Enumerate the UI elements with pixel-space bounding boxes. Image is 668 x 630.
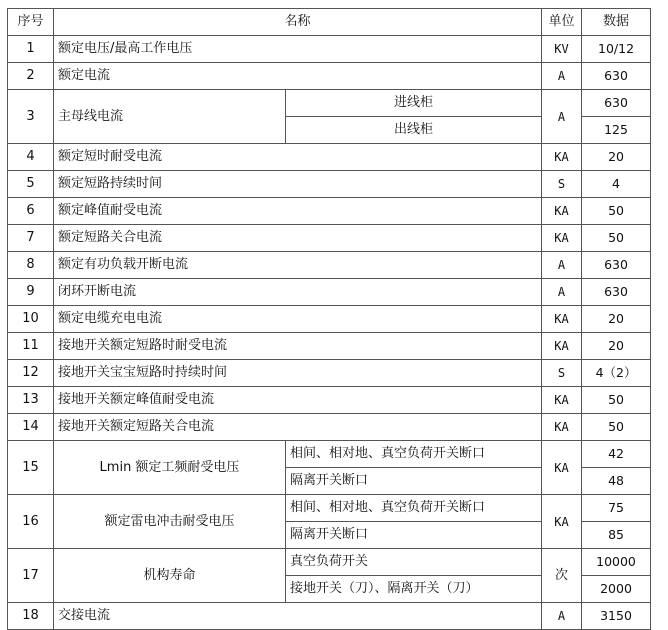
table-row — [8, 36, 651, 63]
table-row — [8, 63, 651, 90]
row-name: 接地开关额定短路时耐受电流 — [54, 333, 542, 360]
row-sub-label: 接地开关（刀）、隔离开关（刀） — [286, 576, 542, 603]
row-value: 42 — [582, 441, 651, 468]
row-name: 接地开关额定峰值耐受电流 — [54, 387, 542, 414]
row-unit: KA — [542, 441, 582, 495]
row-seq: 4 — [8, 144, 54, 171]
table-row — [8, 414, 651, 441]
row-seq: 7 — [8, 225, 54, 252]
row-seq: 9 — [8, 279, 54, 306]
row-seq: 11 — [8, 333, 54, 360]
table-row — [8, 333, 651, 360]
row-name: 接地开关宝宝短路时持续时间 — [54, 360, 542, 387]
row-sub-label: 隔离开关断口 — [286, 522, 542, 549]
table-row — [8, 495, 651, 522]
row-sub-label: 出线柜 — [286, 117, 542, 144]
row-seq: 12 — [8, 360, 54, 387]
row-value: 50 — [582, 225, 651, 252]
row-sub-label: 隔离开关断口 — [286, 468, 542, 495]
row-value: 2000 — [582, 576, 651, 603]
row-name: 额定短时耐受电流 — [54, 144, 542, 171]
row-name: 额定短路关合电流 — [54, 225, 542, 252]
row-seq: 15 — [8, 441, 54, 495]
header-seq: 序号 — [8, 9, 54, 36]
row-value: 125 — [582, 117, 651, 144]
row-unit: KA — [542, 414, 582, 441]
row-unit: KA — [542, 198, 582, 225]
table-row — [8, 90, 651, 117]
table-row — [8, 198, 651, 225]
row-value: 48 — [582, 468, 651, 495]
row-name: 额定有功负载开断电流 — [54, 252, 542, 279]
row-value: 630 — [582, 63, 651, 90]
row-sub-label: 相间、相对地、真空负荷开关断口 — [286, 495, 542, 522]
table-row — [8, 279, 651, 306]
row-unit: S — [542, 171, 582, 198]
header-unit: 单位 — [542, 9, 582, 36]
table-row — [8, 441, 651, 468]
row-name: 接地开关额定短路关合电流 — [54, 414, 542, 441]
row-unit: S — [542, 360, 582, 387]
row-seq: 13 — [8, 387, 54, 414]
row-name: Lmin 额定工频耐受电压 — [54, 441, 286, 495]
row-name: 额定短路持续时间 — [54, 171, 542, 198]
row-unit: A — [542, 603, 582, 630]
row-value: 50 — [582, 198, 651, 225]
row-value: 10/12 — [582, 36, 651, 63]
row-value: 85 — [582, 522, 651, 549]
table-row — [8, 549, 651, 576]
row-unit: KA — [542, 495, 582, 549]
row-sub-label: 真空负荷开关 — [286, 549, 542, 576]
row-name: 额定峰值耐受电流 — [54, 198, 542, 225]
row-value: 4 — [582, 171, 651, 198]
row-value: 630 — [582, 252, 651, 279]
row-name: 主母线电流 — [54, 90, 286, 144]
row-unit: A — [542, 252, 582, 279]
row-sub-label: 进线柜 — [286, 90, 542, 117]
row-unit: KV — [542, 36, 582, 63]
table-row — [8, 603, 651, 630]
row-unit: 次 — [542, 549, 582, 603]
row-seq: 1 — [8, 36, 54, 63]
row-value: 20 — [582, 333, 651, 360]
row-value: 20 — [582, 144, 651, 171]
table-row — [8, 252, 651, 279]
row-unit: KA — [542, 387, 582, 414]
row-value: 20 — [582, 306, 651, 333]
row-seq: 10 — [8, 306, 54, 333]
specification-table — [7, 8, 651, 630]
row-unit: KA — [542, 306, 582, 333]
table-row — [8, 171, 651, 198]
row-seq: 8 — [8, 252, 54, 279]
row-name: 机构寿命 — [54, 549, 286, 603]
row-name: 额定雷电冲击耐受电压 — [54, 495, 286, 549]
row-name: 交接电流 — [54, 603, 542, 630]
row-name: 额定电压/最高工作电压 — [54, 36, 542, 63]
row-unit: A — [542, 279, 582, 306]
row-unit: KA — [542, 225, 582, 252]
row-unit: KA — [542, 144, 582, 171]
row-seq: 16 — [8, 495, 54, 549]
table-row — [8, 225, 651, 252]
row-unit: KA — [542, 333, 582, 360]
row-value: 3150 — [582, 603, 651, 630]
row-seq: 5 — [8, 171, 54, 198]
row-value: 4（2） — [582, 360, 651, 387]
row-seq: 17 — [8, 549, 54, 603]
row-value: 630 — [582, 279, 651, 306]
header-data: 数据 — [582, 9, 651, 36]
row-seq: 3 — [8, 90, 54, 144]
row-value: 50 — [582, 387, 651, 414]
row-seq: 2 — [8, 63, 54, 90]
row-seq: 6 — [8, 198, 54, 225]
row-value: 75 — [582, 495, 651, 522]
row-value: 10000 — [582, 549, 651, 576]
row-unit: A — [542, 63, 582, 90]
row-sub-label: 相间、相对地、真空负荷开关断口 — [286, 441, 542, 468]
row-name: 额定电流 — [54, 63, 542, 90]
header-name: 名称 — [54, 9, 542, 36]
row-seq: 14 — [8, 414, 54, 441]
row-value: 50 — [582, 414, 651, 441]
table-row — [8, 360, 651, 387]
header-row — [8, 9, 651, 36]
table-row — [8, 306, 651, 333]
table-row — [8, 387, 651, 414]
row-value: 630 — [582, 90, 651, 117]
row-name: 闭环开断电流 — [54, 279, 542, 306]
row-name: 额定电缆充电电流 — [54, 306, 542, 333]
row-seq: 18 — [8, 603, 54, 630]
table-row — [8, 144, 651, 171]
row-unit: A — [542, 90, 582, 144]
